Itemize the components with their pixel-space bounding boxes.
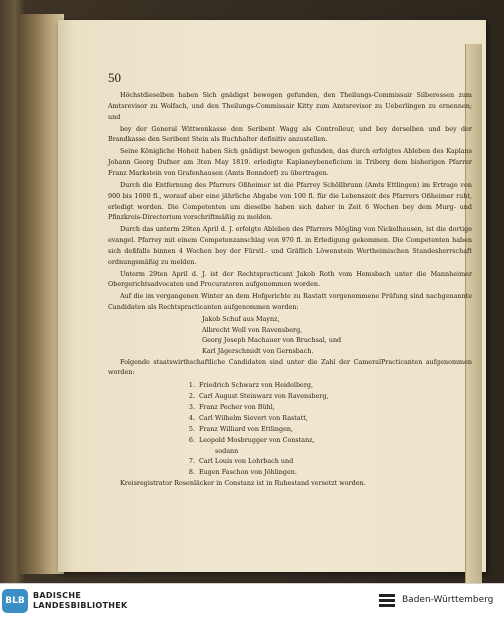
paragraph: Auf die im vergangenen Winter an dem Hofgerichte zu Rastatt vorgenommene Prüfung sind nachgenannte Candidaten als Rechtspracticanten aufgenommen worden:	[108, 292, 472, 312]
list-item: Albrecht Woll von Ravensberg,	[202, 325, 303, 334]
page-number: 50	[108, 70, 121, 85]
list-item: Georg Joseph Machauer von Bruchsal, und	[202, 336, 342, 345]
paragraph: Durch das unterm 29ten April d. J. erfolgte Ableben des Pfarrers Mögling von Nickelhausen, ist die dortige evangel. Pfarrey mit einem Competenzanschlag von 970 fl. in Erledigung gekommen. Die Competenten haben sich deßfalls binnen 4 Wochen bey der Fürstl.- und Gräflich Löwenstein Wertheimischen Standesherrschaft ordnungsmäßig zu melden.	[108, 225, 472, 266]
state-name[interactable]: Baden-Württemberg	[402, 595, 494, 605]
footer-bar	[0, 583, 504, 618]
list-item: 8. Eugen Faschon von Jöhlingen.	[188, 468, 297, 477]
paragraph: Höchstdieselben haben Sich gnädigst bewogen gefunden, den Theilungs-Commissair Silberessen zum Amtsrevisor zu Wolfach, und den Theilungs-Commissair Kitty zum Amtsrevisor zu Ueberlingen zu ernennen; und	[108, 91, 472, 121]
paragraph: Seine Königliche Hoheit haben Sich gnädigst bewogen gefunden, das durch erfolgtes Ableben des Kaplans Johann Georg Dufner am 3ten May 1819. erledigte Kaplaneybeneficium in Triberg dem bisherigen Pfarrer Franz Markstein von Grafenhausen (Amts Bonndorf) zu übertragen.	[108, 147, 472, 177]
list-item: 7. Carl Louis von Lohrbach und	[188, 457, 294, 466]
cameral-list-continued	[108, 456, 472, 478]
page-text	[108, 90, 472, 490]
candidate-list	[108, 314, 472, 356]
list-item: Karl Jägerschmidt von Gernsbach.	[202, 347, 314, 356]
list-item: 1. Friedrich Schwarz von Heidelberg,	[188, 381, 314, 390]
coat-of-arms-icon	[378, 592, 396, 610]
list-item: 2. Carl August Steinwarz von Ravensberg,	[188, 392, 329, 401]
paragraph: bey der General Wittwenkasse den Seribent Wagg als Controlleur, und bey derselben und bey der Brandkasse den Seribent Stein als Buchhalter definitiv anzustellen.	[108, 124, 472, 144]
list-item: 3. Franz Pecher von Bühl,	[188, 403, 275, 411]
paragraph: Durch die Entfernung des Pfarrers Oßheimer ist die Pfarrey Schöllbrunn (Amts Ettlingen) im Ertrage von 900 bis 1000 fl., worauf aber eine jährliche Abgabe von 100 fl. für die Lebenszeit des Pfarrers Oßheimer ruht, erledigt worden. Die Competenten um dieselbe haben sich daher in Zeit 6 Wochen bey dem Murg- und Pfinzkreis-Directorium vorschriftmäßig zu melden.	[108, 180, 472, 222]
list-item: 5. Franz Williard von Ettlingen,	[188, 424, 294, 433]
paragraph: Kreisregistrator Rosenläcker in Constanz ist in Ruhestand versetzt worden.	[120, 479, 366, 488]
list-item: 4. Carl Wilhelm Sievert von Rastatt,	[188, 413, 308, 422]
list-item: Jakob Schuf aus Maynz,	[202, 315, 280, 324]
paragraph: Folgende staatswirthschaftliche Candidaten sind unter die Zahl der CameralPracticanten aufgenommen worden:	[108, 357, 472, 377]
library-name[interactable]: BADISCHE LANDESBIBLIOTHEK	[33, 591, 128, 610]
list-item: 6. Leopold Mosbrugger von Constanz,	[188, 435, 315, 444]
paragraph: Unterm 29ten April d. J. ist der Rechtspracticant Jakob Roth vom Hemsbach unter die Mannheimer Obergerichtsadvocaten und Procuratoren aufgenommen worden.	[108, 269, 472, 289]
cameral-list	[108, 380, 472, 445]
sodann-text: sodann	[215, 446, 239, 455]
blb-logo[interactable]: BLB	[2, 589, 28, 613]
